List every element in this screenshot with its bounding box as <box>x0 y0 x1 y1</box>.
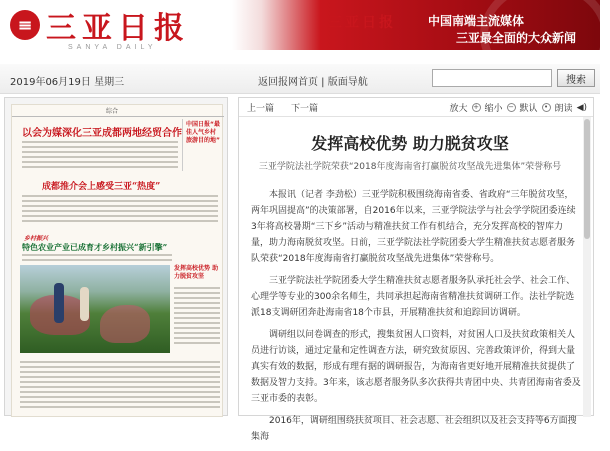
newspaper-page-image[interactable] <box>11 104 223 417</box>
paper-text-block-2 <box>22 195 218 225</box>
zoom-out-button[interactable]: 缩小 <box>484 104 503 114</box>
article-paragraph: 本报讯（记者 李劲松）三亚学院积极围绕海南省委、省政府“三年脱贫攻坚，两年巩固提高”的决策部署，自2016年以来，三亚学院法学与社会学学院团委连续3年将高校暑期“三下乡”活动与精准扶贫工作有机结合，充分发挥高校的智库力量，助力海南脱贫攻坚。日前，三亚学院法社学院团委大学生精准扶贫志愿者服务队荣获“2018年度海南省打赢脱贫攻坚战先进集体”荣誉称号。 <box>251 190 576 264</box>
read-aloud-button[interactable]: 朗读 <box>554 104 573 114</box>
next-article-link[interactable]: 下一篇 <box>291 104 319 114</box>
zoom-in-icon[interactable]: + <box>473 103 479 111</box>
banner-slogan-2: 三亚最全面的大众新闻 <box>456 31 577 45</box>
default-size-button[interactable]: 默认 <box>519 104 538 114</box>
nav-bar <box>0 64 600 94</box>
page-thumbnail-panel <box>4 97 228 416</box>
article-subtitle: 三亚学院法社学院荣获“2018年度海南省打赢脱贫攻坚战先进集体”荣誉称号 <box>258 162 562 172</box>
paper-headline-3[interactable]: 特色农业产业已成育才乡村振兴“新引擎” <box>22 242 168 252</box>
logo-mark-icon: ≡ <box>10 10 40 40</box>
paper-side2-title: 发挥高校优势 助力脱贫攻坚 <box>174 265 219 280</box>
article-body <box>251 187 581 451</box>
paper-text-block-4 <box>20 361 220 411</box>
default-size-icon[interactable]: • <box>542 103 551 112</box>
banner-slogan-1: 中国南端主流媒体 <box>428 14 525 28</box>
article-scrollbar[interactable] <box>583 117 591 417</box>
site-header <box>0 0 600 64</box>
scrollbar-thumb[interactable] <box>584 119 590 239</box>
paper-side-title: 中国日报“最佳人气乡村旅游目的地” <box>186 121 220 144</box>
search-button[interactable]: 搜索 <box>557 69 595 87</box>
site-logo[interactable] <box>10 8 190 46</box>
article-paragraph: 2016年，调研组围绕扶贫项目、社会志愿、社会组织以及社会支持等6方面搜集海 <box>251 416 577 442</box>
home-link[interactable]: 返回报网首页 <box>258 77 318 88</box>
banner-brand: 三亚日报 <box>328 15 396 31</box>
logo-subtitle: SANYA DAILY <box>68 44 157 51</box>
article-paragraph: 调研组以问卷调查的形式，搜集贫困人口资料，对贫困人口及扶贫政策相关人员进行访谈，通过定量和定性调查方法，研究致贫原因、完善政策评价，得到大量真实有效的数据，形成有理有据的调研报告，为海南省更好地开展精准扶贫提供了数据及智力支持。3年来，该志愿者服务队多次获得共青团中央、共青团海南省委及三亚市委的表彰。 <box>251 330 581 404</box>
logo-text: 三亚日报 <box>46 11 190 46</box>
paper-tag: 乡村振兴 <box>24 235 49 242</box>
article-content <box>239 116 593 442</box>
paper-side-text <box>183 145 222 146</box>
paper-side-box[interactable] <box>182 119 222 171</box>
paper-headline-2[interactable]: 成都推介会上感受三亚“热度” <box>42 182 161 192</box>
reading-tools <box>450 101 588 114</box>
paper-side-box-2[interactable] <box>174 265 222 357</box>
zoom-out-icon[interactable]: − <box>508 103 514 111</box>
nav-links <box>258 73 368 88</box>
paper-section: 综合 <box>106 108 119 115</box>
zoom-in-button[interactable]: 放大 <box>449 104 468 114</box>
prev-article-link[interactable]: 上一篇 <box>247 104 275 114</box>
header-banner <box>232 0 600 50</box>
search-input[interactable] <box>432 69 552 87</box>
paper-headline-1[interactable]: 以会为媒深化三亚成都两地经贸合作 <box>22 128 182 139</box>
article-title: 发挥高校优势 助力脱贫攻坚 <box>311 134 509 153</box>
page-nav-link[interactable]: 版面导航 <box>327 77 368 88</box>
paper-header <box>12 105 224 117</box>
link-separator: | <box>318 77 328 88</box>
paper-text-block-1 <box>22 141 178 171</box>
article-toolbar <box>239 98 593 114</box>
speaker-icon[interactable]: ◀) <box>576 102 587 113</box>
article-panel <box>238 97 594 442</box>
article-paragraph: 三亚学院法社学院团委大学生精准扶贫志愿者服务队承托社会学、社会工作、心理学等专业的300余名师生，共同承担起海南省精准扶贫调研工作。法社学院选派18支调研团奔赴海南省18个市县，开展精准扶贫和追踪回访调研。 <box>251 276 576 318</box>
current-date: 2019年06月19日 星期三 <box>10 77 125 88</box>
paper-photo <box>20 265 170 353</box>
paper-text-block-3 <box>22 254 172 264</box>
